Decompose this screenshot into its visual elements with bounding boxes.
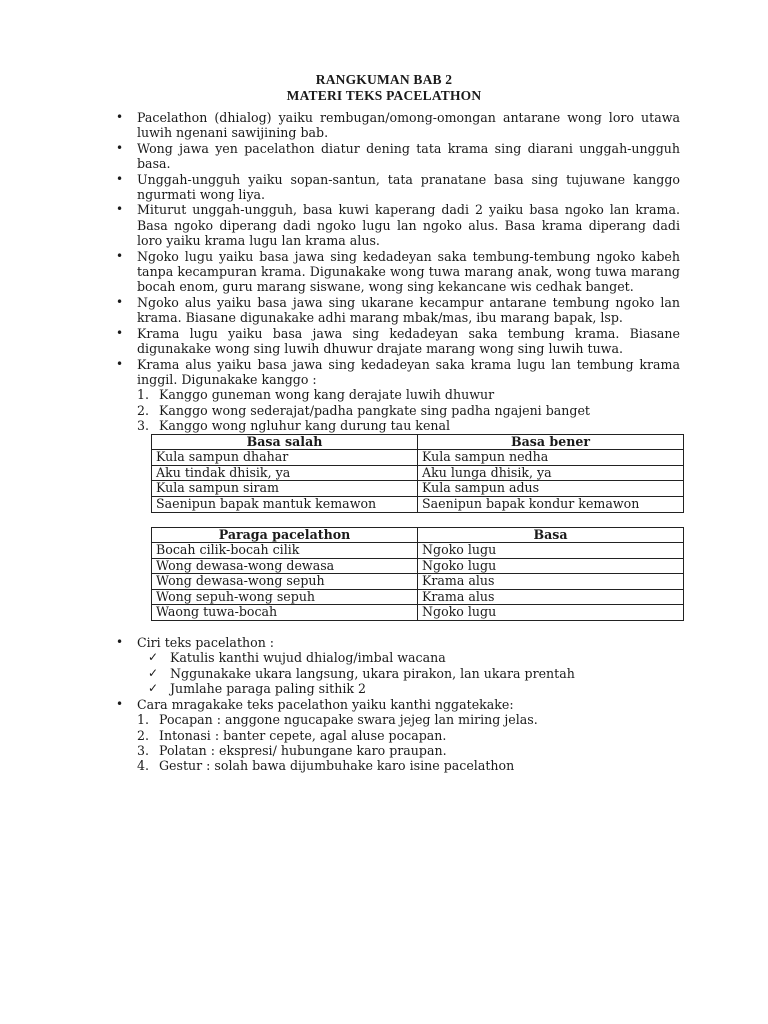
bullet-icon: •	[116, 635, 124, 650]
table-cell: Wong dewasa-wong sepuh	[152, 574, 418, 590]
numbered-item	[137, 712, 680, 727]
table-row	[152, 450, 684, 466]
table-row	[152, 496, 684, 512]
table-cell: Ngoko lugu	[418, 543, 684, 559]
bullet-icon: •	[116, 325, 124, 340]
table-header-row	[152, 527, 684, 543]
table-cell: Saenipun bapak mantuk kemawon	[152, 496, 418, 512]
bullet-text: Ciri teks pacelathon :	[137, 635, 275, 651]
numbered-item	[137, 728, 680, 743]
checkmark-icon: ✓	[148, 681, 159, 696]
item-number: 3.	[137, 418, 150, 434]
item-text: Pocapan : anggone ngucapake swara jejeg lan miring jelas.	[159, 712, 538, 728]
item-text: Kanggo wong ngluhur kang durung tau kenal	[159, 418, 451, 434]
table-cell: Aku lunga dhisik, ya	[418, 465, 684, 481]
bullet-text: Pacelathon (dhialog) yaiku rembugan/omong-omongan antarane wong loro utawa luwih ngenani sawijining bab.	[137, 110, 680, 141]
bullet-item	[116, 696, 680, 712]
numbered-item	[137, 403, 680, 418]
item-text: Kanggo wong sederajat/padha pangkate sing padha ngajeni banget	[159, 402, 590, 418]
item-text: Polatan : ekspresi/ hubungane karo praupan.	[159, 742, 447, 758]
table-row	[152, 543, 684, 559]
table-cell: Krama alus	[418, 574, 684, 590]
numbered-item	[137, 758, 680, 773]
checklist-text: Katulis kanthi wujud dhialog/imbal wacana	[170, 650, 446, 666]
bullet-icon: •	[116, 110, 124, 124]
item-number: 3.	[137, 742, 150, 758]
table-cell: Ngoko lugu	[418, 558, 684, 574]
table-cell: Bocah cilik-bocah cilik	[152, 543, 418, 559]
table-row	[152, 589, 684, 605]
bullet-icon: •	[116, 202, 124, 217]
checklist-item	[137, 650, 680, 665]
checkmark-icon: ✓	[148, 650, 159, 665]
table-cell: Wong dewasa-wong dewasa	[152, 558, 418, 574]
bullet-item	[116, 110, 680, 141]
bullet-item	[116, 248, 680, 295]
checklist-item	[137, 666, 680, 681]
table-header-cell: Basa salah	[152, 434, 418, 450]
table-cell: Kula sampun siram	[152, 481, 418, 497]
table-cell: Ngoko lugu	[418, 605, 684, 621]
bullet-icon: •	[116, 356, 124, 371]
table-row	[152, 605, 684, 621]
item-number: 1.	[137, 712, 150, 728]
numbered-item	[137, 387, 680, 402]
bullet-item	[116, 171, 680, 203]
table-header-cell: Paraga pacelathon	[152, 527, 418, 543]
item-number: 2.	[137, 727, 150, 743]
table-row	[152, 574, 684, 590]
table-cell: Aku tindak dhisik, ya	[152, 465, 418, 481]
item-text: Kanggo guneman wong kang derajate luwih dhuwur	[159, 387, 495, 403]
bullet-text: Unggah-ungguh yaiku sopan-santun, tata pranatane basa sing tujuwane kanggo ngurmati wong liya.	[137, 171, 680, 203]
item-text: Gestur : solah bawa dijumbuhake karo isine pacelathon	[159, 758, 515, 774]
bullet-item	[116, 635, 680, 651]
document-subtitle: MATERI TEKS PACELATHON	[286, 88, 482, 103]
document-title: RANGKUMAN BAB 2	[315, 72, 453, 87]
item-number: 1.	[137, 387, 150, 403]
checklist-item	[137, 681, 680, 696]
bullet-item	[116, 140, 680, 172]
table-row	[152, 558, 684, 574]
bullet-icon: •	[116, 696, 124, 711]
bullet-icon: •	[116, 248, 124, 263]
bullet-text: Cara mragakake teks pacelathon yaiku kanthi nggatekake:	[137, 696, 514, 712]
bullet-item	[116, 356, 680, 388]
table-header-cell: Basa	[418, 527, 684, 543]
bullet-text: Krama lugu yaiku basa jawa sing kedadeyan saka tembung krama. Biasane digunakake wong sing luwih dhuwur drajate marang wong sing luwih tuwa.	[137, 325, 680, 357]
table-row	[152, 481, 684, 497]
table-cell: Krama alus	[418, 589, 684, 605]
basa-comparison-table	[151, 434, 684, 513]
bullet-text: Ngoko lugu yaiku basa jawa sing kedadeyan saka tembung-tembung ngoko kabeh tanpa kecampuran krama. Digunakake wong tuwa marang anak, wong tuwa marang bocah enom, guru marang siswane, wong sing kekancane wis cedhak banget.	[137, 248, 680, 295]
numbered-item	[137, 418, 680, 433]
bullet-item	[116, 294, 680, 326]
bullet-item	[116, 202, 680, 249]
table-cell: Kula sampun nedha	[418, 450, 684, 466]
checklist-text: Jumlahe paraga paling sithik 2	[170, 681, 367, 697]
table-cell: Kula sampun adus	[418, 481, 684, 497]
bullet-text: Wong jawa yen pacelathon diatur dening tata krama sing diarani unggah-ungguh basa.	[137, 140, 680, 172]
table-header-cell: Basa bener	[418, 434, 684, 450]
bullet-text: Krama alus yaiku basa jawa sing kedadeyan saka krama lugu lan tembung krama inggil. Digunakake kanggo :	[137, 356, 680, 387]
item-text: Intonasi : banter cepete, agal aluse pocapan.	[159, 727, 447, 743]
checkmark-icon: ✓	[148, 665, 159, 680]
bullet-icon: •	[116, 140, 124, 155]
document-body	[116, 110, 680, 774]
bullet-icon: •	[116, 294, 124, 309]
checklist-text: Nggunakake ukara langsung, ukara pirakon, lan ukara prentah	[170, 665, 575, 681]
table-cell: Waong tuwa-bocah	[152, 605, 418, 621]
bullet-text: Ngoko alus yaiku basa jawa sing ukarane kecampur antarane tembung ngoko lan krama. Biasane digunakake adhi marang mbak/mas, ibu marang bapak, lsp.	[137, 294, 680, 326]
item-number: 4.	[137, 758, 150, 774]
table-row	[152, 465, 684, 481]
bullet-icon: •	[116, 171, 124, 186]
bullet-item	[116, 325, 680, 357]
numbered-item	[137, 743, 680, 758]
table-header-row	[152, 434, 684, 450]
bullet-text: Miturut unggah-ungguh, basa kuwi kaperang dadi 2 yaiku basa ngoko lan krama. Basa ngoko diperang dadi ngoko lugu lan ngoko alus. Basa krama diperang dadi loro yaiku krama lugu lan krama alus.	[137, 202, 680, 249]
table-cell: Wong sepuh-wong sepuh	[152, 589, 418, 605]
paraga-basa-table	[151, 527, 684, 622]
table-cell: Saenipun bapak kondur kemawon	[418, 496, 684, 512]
table-cell: Kula sampun dhahar	[152, 450, 418, 466]
item-number: 2.	[137, 402, 150, 418]
